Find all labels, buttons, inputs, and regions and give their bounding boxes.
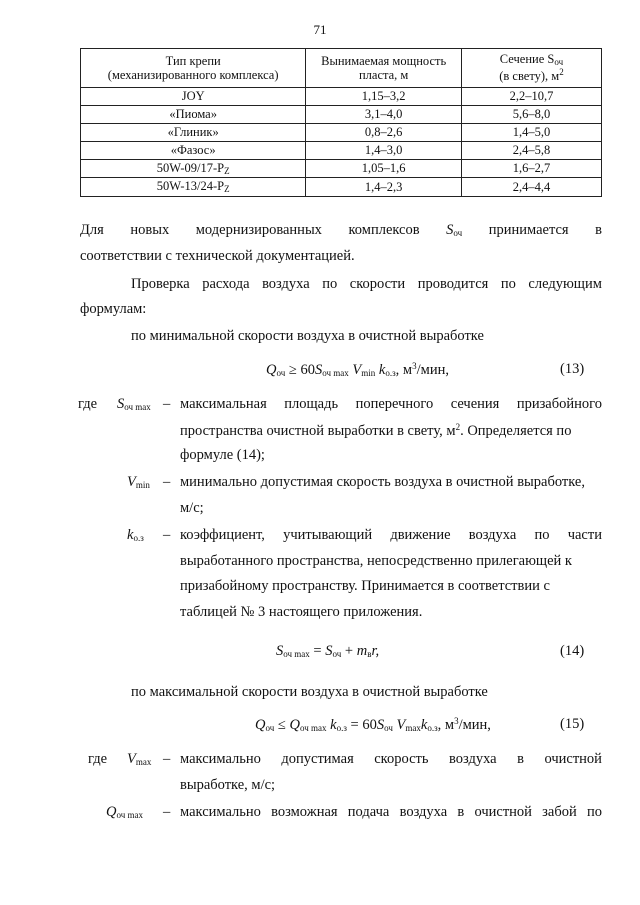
where-label: где [88,751,108,767]
table-cell: 1,15–3,2 [306,88,462,106]
paragraph-4: по максимальной скорости воздуха в очистной выработке [131,684,488,700]
formula-15: $Q_{оч} \le Q_{оч max}$ $k_{о.з} = 60S_{оч}$ $V_{max}k_{о.з}$, $м^3$/мин, [255,716,491,733]
table-cell: 2,4–5,8 [461,142,601,160]
formula-13-number: (13) [560,361,585,377]
table-header-cell [306,49,462,88]
definition-symbol-s-max: $S_{оч max}$ [117,396,151,412]
table-cell: 1,4–2,3 [306,178,462,196]
definition-1-line-3: формуле (14); [180,447,265,463]
definition-dash: – [163,474,171,490]
table-row [81,88,602,106]
definition-3-line-3: призабойному пространству. Принимается в соответствии с [180,578,550,594]
definition-2-line-1: минимально допустимая скорость воздуха в очистной выработке, [180,474,585,490]
table-row [81,160,602,178]
definition-symbol-v-min: $V_{min}$ [127,474,150,490]
table-cell: 2,4–4,4 [461,178,601,196]
paragraph-1-line-2: соответствии с технической документацией. [80,248,355,264]
table-cell: JOY [81,88,306,106]
header-text: пласта, м [358,68,409,82]
definition-5-line-1: максимально возможная подача воздуха в очистной забой по [180,804,602,820]
definition-3-line-4: таблицей № 3 настоящего приложения. [180,604,423,620]
table-cell: 2,2–10,7 [461,88,601,106]
header-text: Вынимаемая мощность [321,53,447,68]
definition-2-line-2: м/с; [180,500,204,516]
formula-14-number: (14) [560,643,585,659]
paragraph-1-line-1: Для новых модернизированных комплексов $S_{оч}$ принимается в [80,222,602,238]
definition-dash: – [163,751,171,767]
table-cell: «Фазос» [81,142,306,160]
where-label: где [78,396,98,412]
header-text: (механизированного комплекса) [107,68,279,82]
table-cell: 1,4–5,0 [461,124,601,142]
table-cell: $50W-09/17-P_Z$ [81,160,306,178]
table-cell: «Пиома» [81,106,306,124]
formula-15-number: (15) [560,716,585,732]
formula-13: $Q_{оч} \ge 60S_{оч max}$ $V_{min}$ $k_{о.з}$, $м^3$/мин, [266,361,449,378]
table-cell: 1,4–3,0 [306,142,462,160]
definition-3-line-2: выработанного пространства, непосредственно прилегающей к [180,553,572,569]
definition-1-line-1: максимальная площадь поперечного сечения призабойного [180,396,602,412]
definition-symbol-q-max: $Q_{оч max}$ [106,804,144,820]
table-row [81,124,602,142]
header-text: (в свету), $м^2$ [499,67,564,84]
paragraph-2-line-1: Проверка расхода воздуха по скорости проводится по следующим [131,276,602,292]
definition-dash: – [163,527,171,543]
support-types-table [80,48,602,197]
table-row [81,106,602,124]
table-row [81,142,602,160]
definition-1-line-2: пространства очистной выработки в свету, $м^2$. Определяется по [180,422,572,439]
definition-4-line-1: максимально допустимая скорость воздуха в очистной [180,751,602,767]
definition-symbol-k: $k_{о.з}$ [127,527,144,543]
definition-dash: – [163,396,171,412]
table-cell: 3,1–4,0 [306,106,462,124]
table-cell: 0,8–2,6 [306,124,462,142]
table-header-cell [461,49,601,88]
definition-3-line-1: коэффициент, учитывающий движение воздуха по части [180,527,602,543]
page-number: 71 [313,22,327,37]
paragraph-3: по минимальной скорости воздуха в очистной выработке [131,328,484,344]
definition-symbol-v-max: $V_{max}$ [127,751,152,767]
table-row [81,178,602,196]
header-text: Сечение $S_{оч}$ [499,52,564,68]
table-header-row [81,49,602,88]
table-cell: «Глиник» [81,124,306,142]
table-cell: 1,6–2,7 [461,160,601,178]
table-header-cell [81,49,306,88]
table-cell: $50W-13/24-P_Z$ [81,178,306,196]
definition-dash: – [163,804,171,820]
header-text: Тип крепи [165,53,221,68]
table-cell: 5,6–8,0 [461,106,601,124]
table-cell: 1,05–1,6 [306,160,462,178]
paragraph-2-line-2: формулам: [80,301,147,317]
definition-4-line-2: выработке, м/с; [180,777,276,793]
formula-14: $S_{оч max} = S_{оч} + m_вr$, [276,643,380,659]
